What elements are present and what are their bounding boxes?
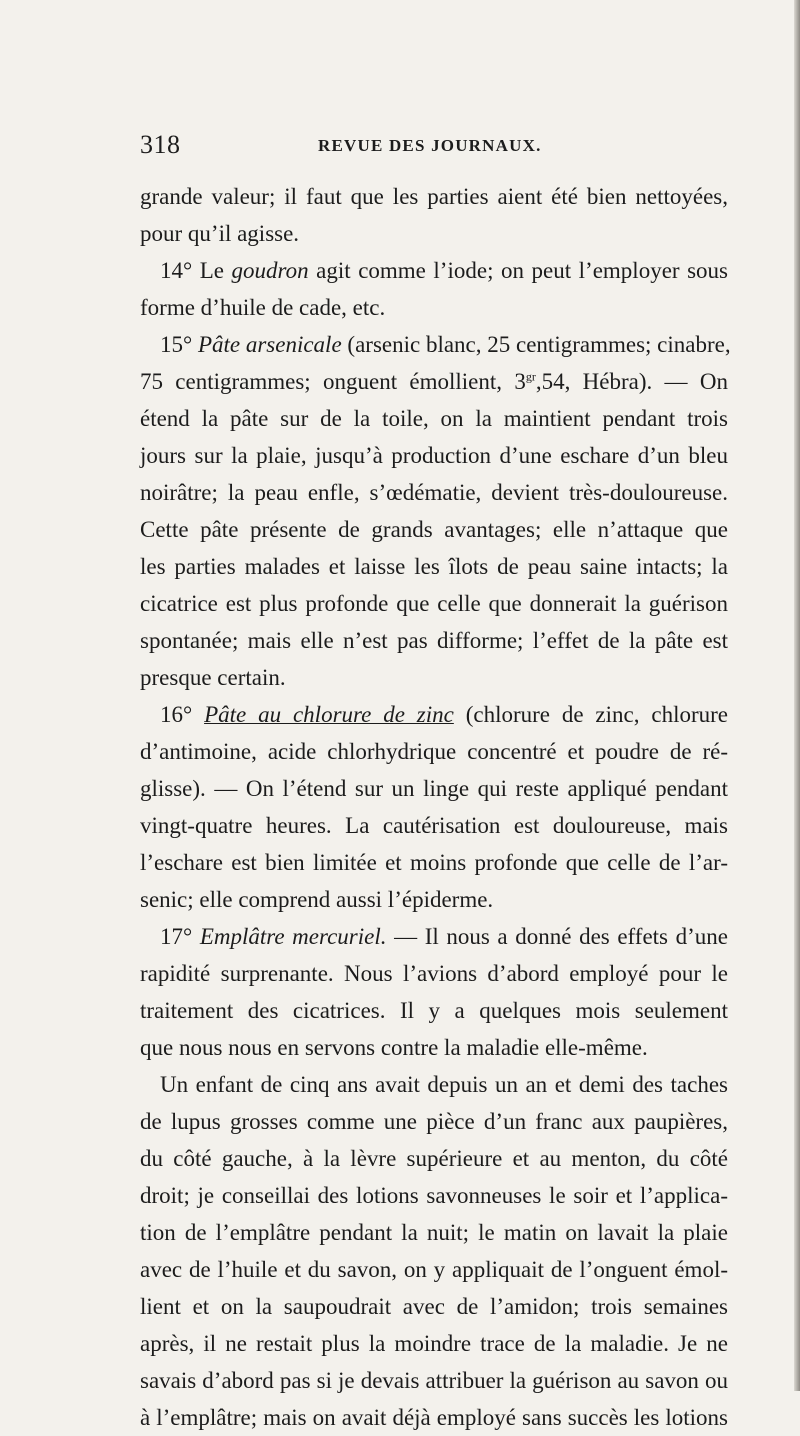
text-line: avec de l’huile et du savon, on y appliquait de l’onguent émol-: [140, 1257, 728, 1282]
text-line: tion de l’emplâtre pendant la nuit; le matin on lavait la plaie: [140, 1220, 728, 1245]
text-line: étend la pâte sur de la toile, on la maintient pendant trois: [140, 406, 728, 431]
line-segment: (arsenic blanc, 25 centigrammes; cinabre,: [341, 332, 731, 357]
body-text: [140, 178, 731, 1436]
text-line: vingt-quatre heures. La cautérisation est douloureuse, mais: [140, 813, 728, 838]
text-line: spontanée; mais elle n’est pas difforme; l’effet de la pâte est: [140, 628, 728, 653]
text-line: [140, 326, 731, 363]
text-line: savais d’abord pas si je devais attribuer la guérison au savon ou: [140, 1368, 728, 1393]
italic-term: goudron: [231, 258, 309, 283]
text-line: l’eschare est bien limitée et moins profonde que celle de l’ar-: [140, 850, 728, 875]
text-line: droit; je conseillai des lotions savonneuses le soir et l’applica-: [140, 1183, 728, 1208]
text-line: à l’emplâtre; mais on avait déjà employé sans succès les lotions: [140, 1405, 728, 1430]
text-line: [140, 252, 728, 289]
line-segment: — Il nous a donné des effets d’une: [386, 924, 728, 949]
text-line: lient et on la saupoudrait avec de l’amidon; trois semaines: [140, 1294, 728, 1319]
text-line: cicatrice est plus profonde que celle que donnerait la guérison: [140, 591, 728, 616]
line-segment: 75 centigrammes; onguent émollient, 3: [140, 369, 526, 394]
italic-term: Pâte arsenicale: [197, 332, 342, 357]
text-line: que nous nous en servons contre la maladie elle-même.: [140, 1035, 648, 1060]
text-line: jours sur la plaie, jusqu’à production d’une eschare d’un bleu: [140, 443, 728, 468]
text-line: glisse). — On l’étend sur un linge qui reste appliqué pendant: [140, 776, 728, 801]
text-line: après, il ne restait plus la moindre trace de la maladie. Je ne: [140, 1331, 728, 1356]
page-number: 318: [140, 130, 181, 159]
page-header: [140, 130, 728, 164]
line-segment: 17°: [160, 924, 200, 949]
text-line: Cette pâte présente de grands avantages; elle n’attaque que: [140, 517, 728, 542]
text-line: de lupus grosses comme une pièce d’un franc aux paupières,: [140, 1109, 728, 1134]
italic-term: Pâte au chlorure de zinc: [204, 702, 454, 727]
text-line: Un enfant de cinq ans avait depuis un an et demi des taches: [160, 1072, 728, 1097]
line-segment: ,54, Hébra). — On: [535, 369, 728, 394]
text-line: grande valeur; il faut que les parties aient été bien nettoyées,: [140, 184, 728, 209]
text-line: d’antimoine, acide chlorhydrique concentré et poudre de ré-: [140, 739, 728, 764]
superscript-unit: gr: [525, 369, 536, 384]
text-line: pour qu’il agisse.: [140, 221, 300, 246]
text-line: noirâtre; la peau enfle, s’œdématie, devient très-douloureuse.: [140, 480, 728, 505]
text-line: [140, 918, 728, 955]
text-line: forme d’huile de cade, etc.: [140, 295, 386, 320]
page-edge-shadow: [794, 0, 800, 1391]
text-line: les parties malades et laisse les îlots de peau saine intacts; la: [140, 554, 728, 579]
line-segment: 16°: [160, 702, 205, 727]
running-title: REVUE DES JOURNAUX.: [318, 136, 542, 155]
line-segment: 14° Le: [160, 258, 232, 283]
text-line: rapidité surprenante. Nous l’avions d’abord employé pour le: [140, 961, 728, 986]
line-segment: agit comme l’iode; on peut l’employer sous: [308, 258, 728, 283]
text-line: du côté gauche, à la lèvre supérieure et au menton, du côté: [140, 1146, 728, 1171]
text-line: presque certain.: [140, 665, 286, 690]
text-line: traitement des cicatrices. Il y a quelques mois seulement: [140, 998, 728, 1023]
text-line: [140, 696, 728, 733]
text-line: senic; elle comprend aussi l’épiderme.: [140, 887, 494, 912]
text-line: [140, 363, 728, 400]
italic-term: Emplâtre mercuriel.: [199, 924, 387, 949]
line-segment: (chlorure de zinc, chlorure: [453, 702, 728, 727]
line-segment: 15°: [160, 332, 198, 357]
